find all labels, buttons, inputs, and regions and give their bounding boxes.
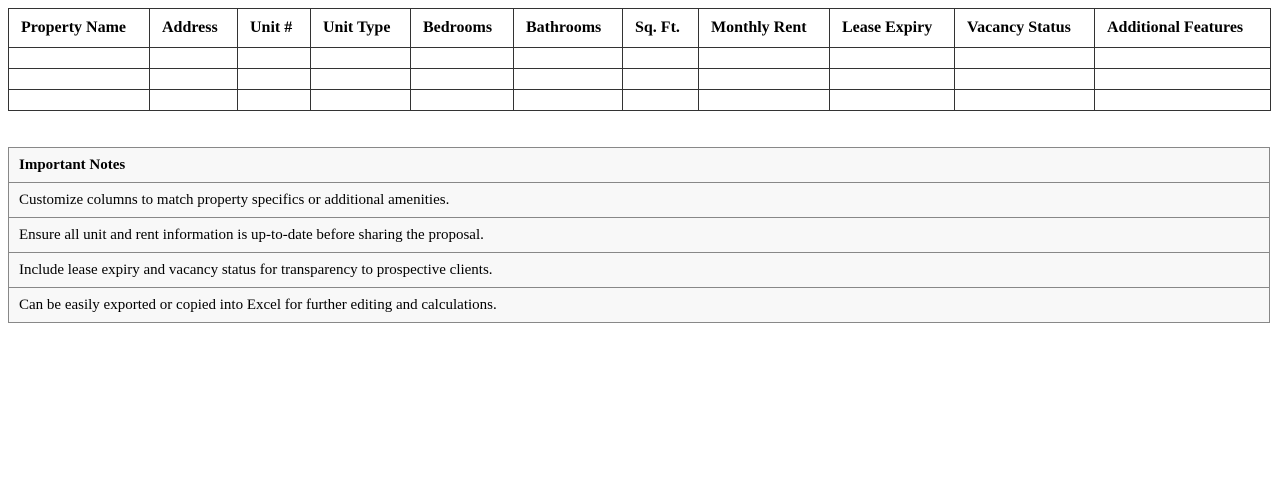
table-cell[interactable] [955, 90, 1095, 111]
header-additional-features: Additional Features [1095, 9, 1271, 48]
table-row [9, 48, 1271, 69]
table-cell[interactable] [955, 69, 1095, 90]
header-unit-type: Unit Type [311, 9, 411, 48]
table-cell[interactable] [1095, 69, 1271, 90]
table-body [9, 48, 1271, 111]
important-notes-table [8, 147, 1270, 323]
header-bathrooms: Bathrooms [514, 9, 623, 48]
table-cell[interactable] [150, 90, 238, 111]
table-cell[interactable] [514, 90, 623, 111]
header-address: Address [150, 9, 238, 48]
note-item: Customize columns to match property specifics or additional amenities. [9, 183, 1270, 218]
table-header [9, 9, 1271, 48]
note-row [9, 288, 1270, 323]
table-cell[interactable] [238, 90, 311, 111]
table-cell[interactable] [311, 90, 411, 111]
note-item: Include lease expiry and vacancy status for transparency to prospective clients. [9, 253, 1270, 288]
table-cell[interactable] [238, 69, 311, 90]
header-sq-ft: Sq. Ft. [623, 9, 699, 48]
table-cell[interactable] [623, 69, 699, 90]
note-row [9, 253, 1270, 288]
table-cell[interactable] [514, 48, 623, 69]
table-cell[interactable] [830, 48, 955, 69]
header-bedrooms: Bedrooms [411, 9, 514, 48]
table-cell[interactable] [699, 69, 830, 90]
header-lease-expiry: Lease Expiry [830, 9, 955, 48]
header-unit-number: Unit # [238, 9, 311, 48]
property-units-table [8, 8, 1271, 111]
table-cell[interactable] [1095, 90, 1271, 111]
header-monthly-rent: Monthly Rent [699, 9, 830, 48]
notes-title: Important Notes [9, 148, 1270, 183]
table-cell[interactable] [411, 69, 514, 90]
table-cell[interactable] [311, 48, 411, 69]
header-vacancy-status: Vacancy Status [955, 9, 1095, 48]
table-cell[interactable] [623, 48, 699, 69]
table-cell[interactable] [830, 69, 955, 90]
table-cell[interactable] [411, 90, 514, 111]
table-cell[interactable] [514, 69, 623, 90]
header-property-name: Property Name [9, 9, 150, 48]
table-cell[interactable] [238, 48, 311, 69]
table-cell[interactable] [9, 90, 150, 111]
table-cell[interactable] [9, 48, 150, 69]
table-cell[interactable] [411, 48, 514, 69]
table-row [9, 90, 1271, 111]
note-row [9, 218, 1270, 253]
header-row [9, 9, 1271, 48]
note-item: Can be easily exported or copied into Excel for further editing and calculations. [9, 288, 1270, 323]
table-cell[interactable] [150, 69, 238, 90]
table-cell[interactable] [955, 48, 1095, 69]
note-row [9, 183, 1270, 218]
table-cell[interactable] [311, 69, 411, 90]
note-item: Ensure all unit and rent information is up-to-date before sharing the proposal. [9, 218, 1270, 253]
table-row [9, 69, 1271, 90]
table-cell[interactable] [9, 69, 150, 90]
table-cell[interactable] [699, 48, 830, 69]
table-cell[interactable] [830, 90, 955, 111]
table-cell[interactable] [699, 90, 830, 111]
table-cell[interactable] [150, 48, 238, 69]
table-cell[interactable] [1095, 48, 1271, 69]
table-cell[interactable] [623, 90, 699, 111]
notes-header-row [9, 148, 1270, 183]
